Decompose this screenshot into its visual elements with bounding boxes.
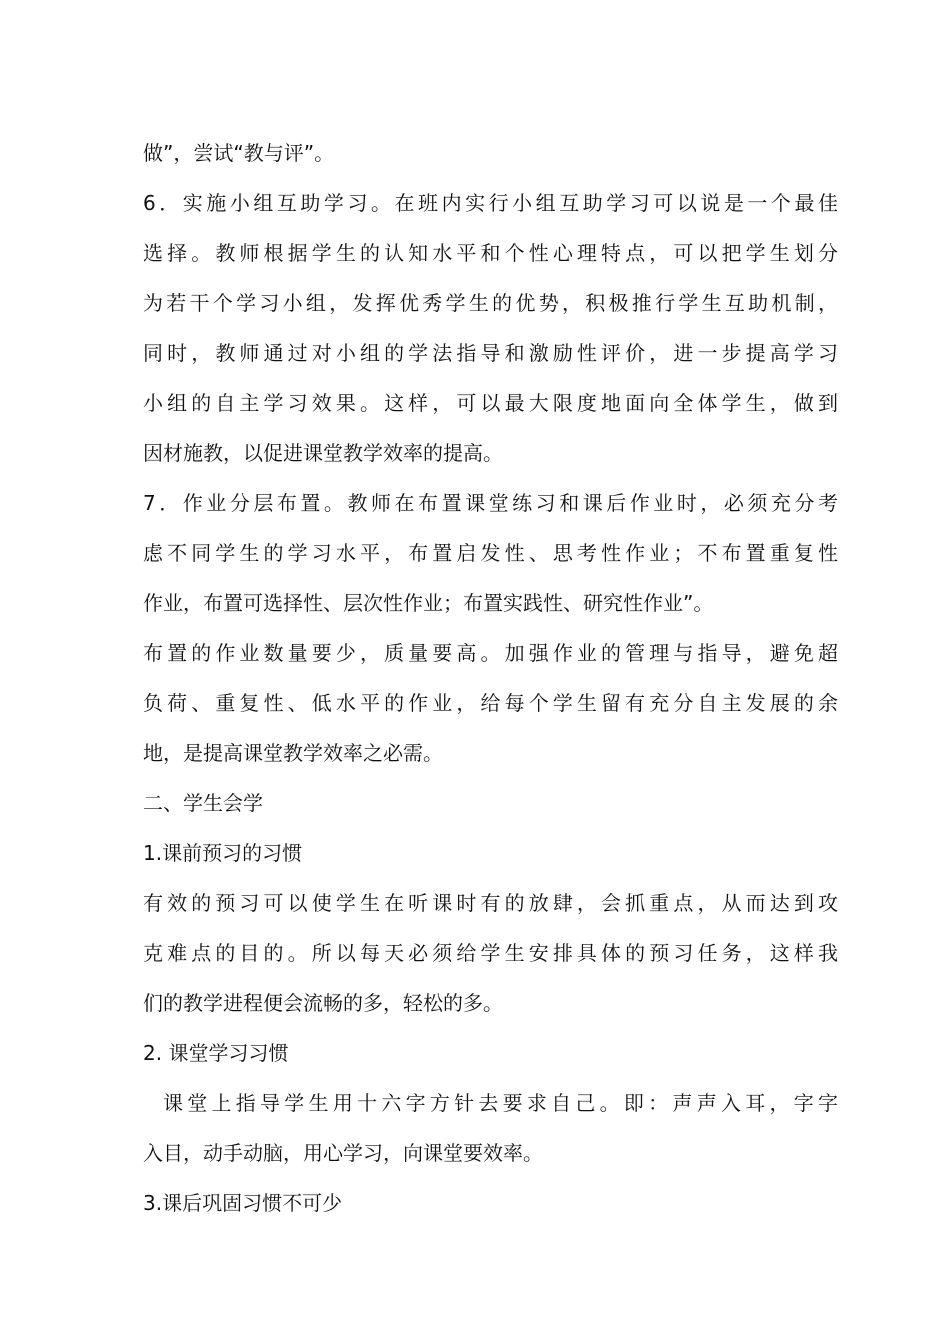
text-line-1: 做”，尝试“教与评”。 — [143, 141, 335, 165]
text-line-13: 地，是提高课堂教学效率之必需。 — [143, 741, 443, 765]
text-line-5: 同时，教师通过对小组的学法指导和激励性评价，进一步提高学习 — [143, 341, 838, 365]
text-line-7: 因材施教，以促进课堂教学效率的提高。 — [143, 441, 503, 465]
text-line-4: 为若干个学习小组，发挥优秀学生的优势，积极推行学生互助机制， — [143, 291, 838, 315]
text-line-20: 课堂上指导学生用十六字方针去要求自己。即：声声入耳，字字 — [163, 1091, 838, 1115]
text-line-6: 小组的自主学习效果。这样，可以最大限度地面向全体学生，做到 — [143, 391, 838, 415]
text-line-9: 虑不同学生的学习水平，布置启发性、思考性作业；不布置重复性 — [143, 541, 838, 565]
section-heading: 二、学生会学 — [143, 791, 263, 815]
text-line-18: 们的教学进程便会流畅的多，轻松的多。 — [143, 991, 503, 1015]
text-line-3: 选择。教师根据学生的认知水平和个性心理特点，可以把学生划分 — [143, 241, 838, 265]
text-line-10: 作业，布置可选择性、层次性作业；布置实践性、研究性作业”。 — [143, 591, 714, 615]
text-line-17: 克难点的目的。所以每天必须给学生安排具体的预习任务，这样我 — [143, 941, 838, 965]
document-page — [143, 128, 838, 1228]
subheading-3: 3.课后巩固习惯不可少 — [143, 1191, 343, 1215]
text-line-21: 入目，动手动脑，用心学习，向课堂要效率。 — [143, 1141, 543, 1165]
text-line-8: 7．作业分层布置。教师在布置课堂练习和课后作业时，必须充分考 — [143, 491, 838, 515]
subheading-2: 2. 课堂学习习惯 — [143, 1041, 289, 1065]
text-line-11: 布置的作业数量要少，质量要高。加强作业的管理与指导，避免超 — [143, 641, 838, 665]
text-line-12: 负荷、重复性、低水平的作业，给每个学生留有充分自主发展的余 — [143, 691, 838, 715]
text-line-16: 有效的预习可以使学生在听课时有的放肆，会抓重点，从而达到攻 — [143, 891, 838, 915]
subheading-1: 1.课前预习的习惯 — [143, 841, 303, 865]
text-line-2: 6．实施小组互助学习。在班内实行小组互助学习可以说是一个最佳 — [143, 191, 838, 215]
